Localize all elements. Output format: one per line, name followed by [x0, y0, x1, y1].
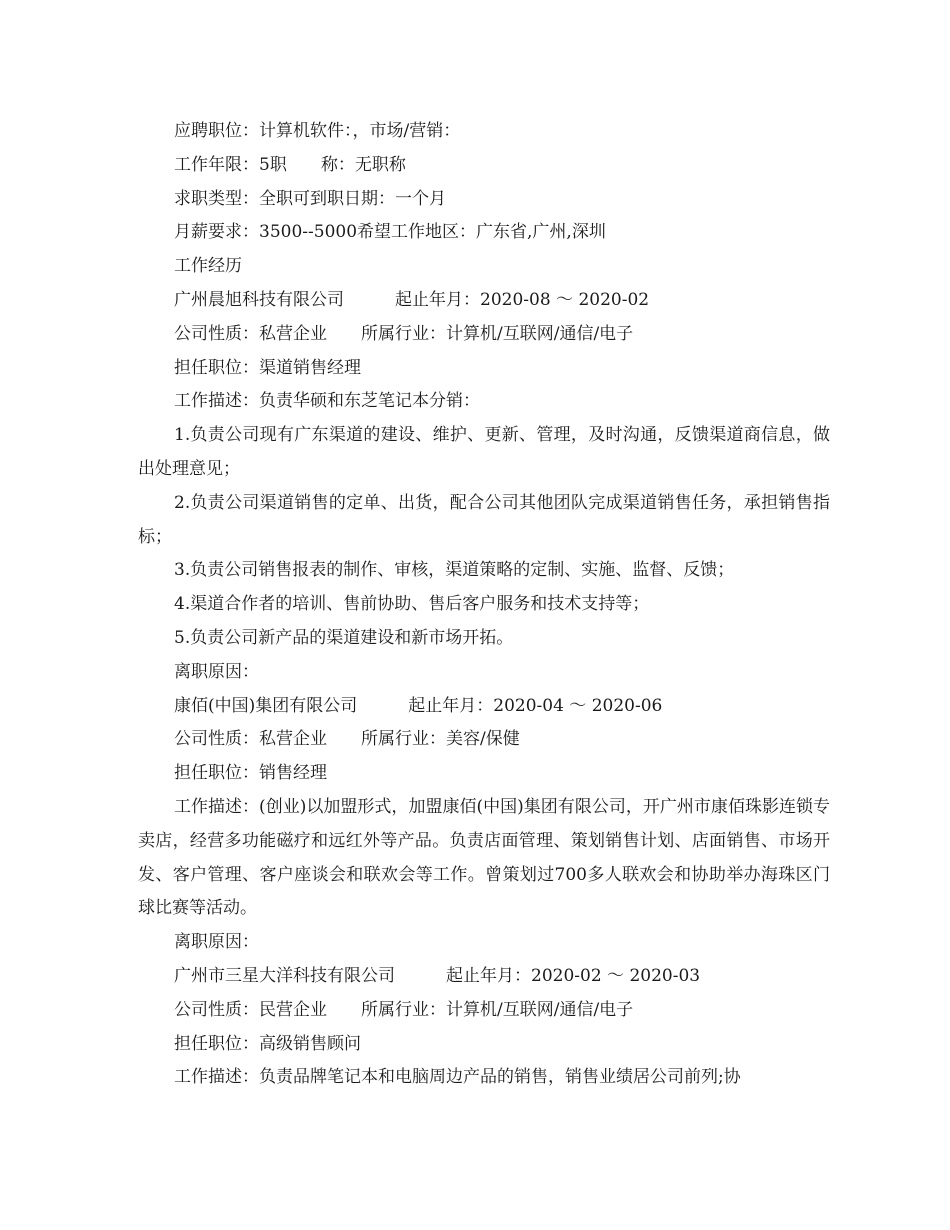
company-2-description: 工作描述：(创业)以加盟形式，加盟康佰(中国)集团有限公司，开广州市康佰珠影连锁专卖店，经营多功能磁疗和远红外等产品。负责店面管理、策划销售计划、店面销售、市场开发、客户管理、客户座谈会和联欢会等工作。曾策划过700多人联欢会和协助举办海珠区门球比赛等活动。 [138, 796, 830, 919]
company-1-duty-5: 5.负责公司新产品的渠道建设和新市场开拓。 [174, 627, 514, 648]
company-3-position: 担任职位：高级销售顾问 [174, 1033, 361, 1054]
company-1-duty-2: 2.负责公司渠道销售的定单、出货，配合公司其他团队完成渠道销售任务，承担销售指标； [138, 492, 830, 547]
company-3-nature: 公司性质：民营企业 所属行业：计算机/互联网/通信/电子 [174, 999, 634, 1020]
company-1-duty-4: 4.渠道合作者的培训、售前协助、售后客户服务和技术支持等； [174, 594, 650, 615]
salary-requirement: 月薪要求：3500--5000希望工作地区：广东省,广州,深圳 [174, 222, 606, 243]
company-1-nature: 公司性质：私营企业 所属行业：计算机/互联网/通信/电子 [174, 323, 634, 344]
company-1-title: 广州晨旭科技有限公司 起止年月：2020-08 ～ 2020-02 [174, 289, 650, 310]
company-2-leave-reason: 离职原因： [174, 932, 259, 953]
section-heading-work-history: 工作经历 [174, 256, 242, 277]
company-1-duty-3: 3.负责公司销售报表的制作、审核，渠道策略的定制、实施、监督、反馈； [174, 560, 735, 581]
job-type: 求职类型：全职可到职日期：一个月 [174, 188, 446, 209]
company-1-position: 担任职位：渠道销售经理 [174, 357, 361, 378]
applied-position: 应聘职位：计算机软件：，市场/营销： [174, 121, 461, 141]
company-1-duty-1: 1.负责公司现有广东渠道的建设、维护、更新、管理，及时沟通，反馈渠道商信息，做出处理意见； [138, 425, 830, 479]
company-2-title: 康佰(中国)集团有限公司 起止年月：2020-04 ～ 2020-06 [174, 695, 663, 716]
company-1-description: 工作描述：负责华硕和东芝笔记本分销： [174, 391, 480, 412]
company-2-position: 担任职位：销售经理 [174, 763, 327, 784]
work-years: 工作年限：5职 称：无职称 [174, 154, 406, 175]
company-2-nature: 公司性质：私营企业 所属行业：美容/保健 [174, 729, 520, 750]
company-3-description: 工作描述：负责品牌笔记本和电脑周边产品的销售，销售业绩居公司前列;协 [174, 1067, 741, 1088]
company-3-title: 广州市三星大洋科技有限公司 起止年月：2020-02 ～ 2020-03 [174, 965, 701, 986]
company-1-leave-reason: 离职原因： [174, 661, 259, 682]
